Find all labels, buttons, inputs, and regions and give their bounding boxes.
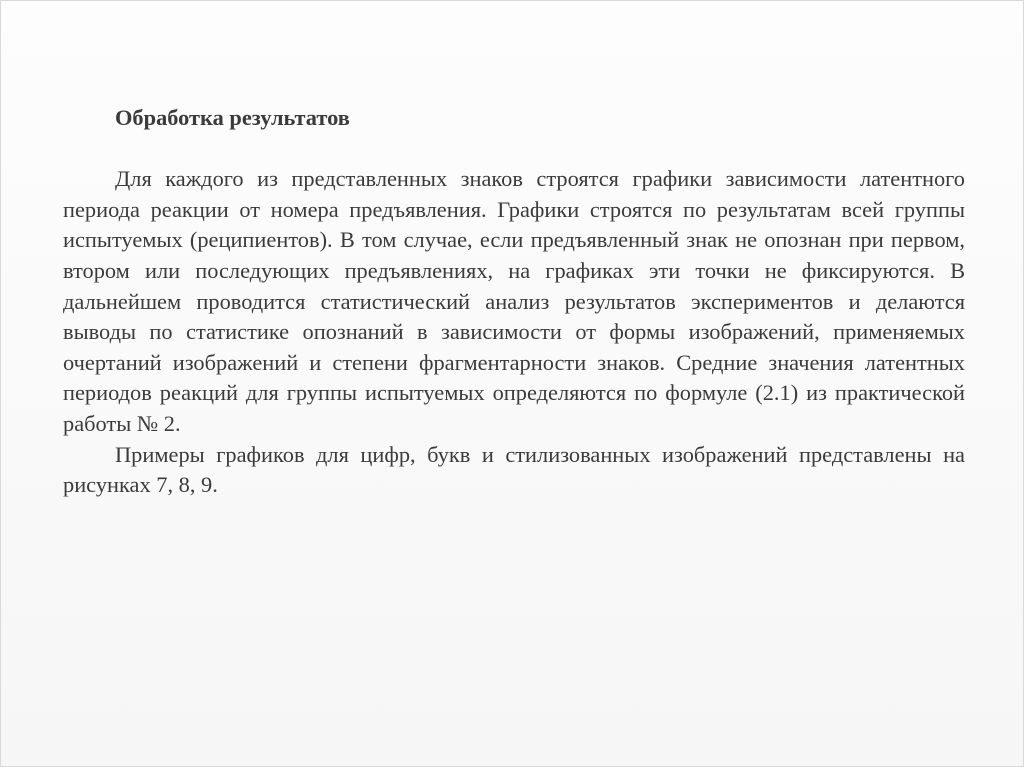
body-paragraph: Примеры графиков для цифр, букв и стилизованных изображений представлены на рисунках 7, 8, 9. (63, 441, 965, 498)
body-paragraph: Для каждого из представленных знаков строятся графики зависимости латентного периода реакции от номера предъявления. Графики строятся по результатам всей группы испытуемых (реципиентов). В том случае, если предъявленный знак не опознан при первом, втором или последующих предъявлениях, на графиках эти точки не фиксируются. В дальнейшем проводится статистический анализ результатов экспериментов и делаются выводы по статистике опознаний в зависимости от формы изображений, применяемых очертаний изображений и степени фрагментарности знаков. Средние значения латентных периодов реакций для группы испытуемых определяются по формуле (2.1) из практической работы № 2. (63, 166, 965, 436)
section-heading: Обработка результатов (115, 105, 350, 130)
slide-content (63, 103, 965, 501)
